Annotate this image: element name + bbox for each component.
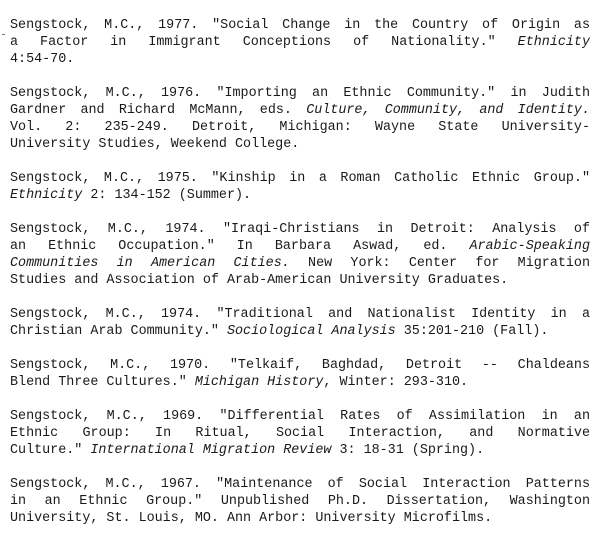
reference-text: Sengstock, M.C., 1975. "Kinship in a Roman Catholic Ethnic Group." (10, 171, 590, 186)
reference-line (10, 425, 590, 442)
reference-line (10, 136, 590, 153)
reference-italic-text: Ethnicity (517, 35, 590, 50)
scan-mark (2, 34, 5, 35)
reference-line (10, 408, 590, 425)
reference-line (10, 374, 590, 391)
reference-line (10, 238, 590, 255)
reference-line (10, 255, 590, 272)
reference-italic-text: International Migration Review (90, 443, 332, 458)
reference-line (10, 221, 590, 238)
reference-line (10, 323, 590, 340)
reference-italic-text: Arabic-Speaking (469, 239, 590, 254)
reference-text: Sengstock, M.C., 1977. "Social Change in the Country of Origin as (10, 18, 590, 33)
reference-line (10, 170, 590, 187)
reference-italic-text: Ethnicity (10, 188, 83, 203)
reference-entry (10, 408, 590, 459)
reference-line (10, 85, 590, 102)
reference-text: Blend Three Cultures." (10, 375, 195, 390)
reference-text: 2: 134-152 (Summer). (82, 188, 252, 203)
reference-entry (10, 476, 590, 527)
bibliography-page (10, 17, 590, 544)
reference-text: 4:54-70. (10, 52, 75, 67)
reference-text: Sengstock, M.C., 1974. "Iraqi-Christians in Detroit: Analysis of (10, 222, 590, 237)
reference-text: Culture." (10, 443, 91, 458)
reference-line (10, 442, 590, 459)
reference-italic-text: Michigan History (194, 375, 324, 390)
reference-italic-text: Communities in American Cities. (10, 256, 290, 271)
reference-line (10, 102, 590, 119)
reference-line (10, 17, 590, 34)
reference-text: Sengstock, M.C., 1969. "Differential Rates of Assimilation in an (10, 409, 590, 424)
reference-text: Sengstock, M.C., 1967. "Maintenance of Social Interaction Patterns (10, 477, 590, 492)
reference-text: a Factor in Immigrant Conceptions of Nationality." (10, 35, 518, 50)
reference-text: an Ethnic Occupation." In Barbara Aswad, ed. (10, 239, 470, 254)
reference-text: Sengstock, M.C., 1974. "Traditional and Nationalist Identity in a (10, 307, 590, 322)
reference-text: , Winter: 293-310. (323, 375, 469, 390)
reference-entry (10, 17, 590, 68)
reference-line (10, 34, 590, 51)
reference-line (10, 510, 590, 527)
reference-text: New York: Center for Migration (289, 256, 591, 271)
reference-text: in an Ethnic Group." Unpublished Ph.D. Dissertation, Washington (10, 494, 590, 509)
reference-line (10, 306, 590, 323)
reference-text: Vol. 2: 235-249. Detroit, Michigan: Wayne State University- (10, 120, 590, 135)
reference-line (10, 272, 590, 289)
reference-line (10, 119, 590, 136)
reference-line (10, 357, 590, 374)
reference-text: Studies and Association of Arab-American University Graduates. (10, 273, 509, 288)
reference-text: University Studies, Weekend College. (10, 137, 300, 152)
reference-italic-text: Sociological Analysis (226, 324, 396, 339)
reference-text: Ethnic Group: In Ritual, Social Interaction, and Normative (10, 426, 590, 441)
reference-entry (10, 221, 590, 289)
reference-text: Sengstock, M.C., 1976. "Importing an Ethnic Community." in Judith (10, 86, 590, 101)
reference-text: Christian Arab Community." (10, 324, 227, 339)
reference-entry (10, 170, 590, 204)
reference-entry (10, 357, 590, 391)
reference-line (10, 476, 590, 493)
reference-text: 35:201-210 (Fall). (395, 324, 549, 339)
reference-line (10, 51, 590, 68)
reference-entry (10, 85, 590, 153)
reference-line (10, 493, 590, 510)
reference-line (10, 187, 590, 204)
reference-text: University, St. Louis, MO. Ann Arbor: University Microfilms. (10, 511, 493, 526)
reference-entry (10, 306, 590, 340)
reference-text: 3: 18-31 (Spring). (331, 443, 485, 458)
reference-italic-text: Culture, Community, and Identity. (306, 103, 590, 118)
reference-text: Sengstock, M.C., 1970. "Telkaif, Baghdad, Detroit -- Chaldeans (10, 358, 590, 373)
reference-text: Gardner and Richard McMann, eds. (10, 103, 307, 118)
